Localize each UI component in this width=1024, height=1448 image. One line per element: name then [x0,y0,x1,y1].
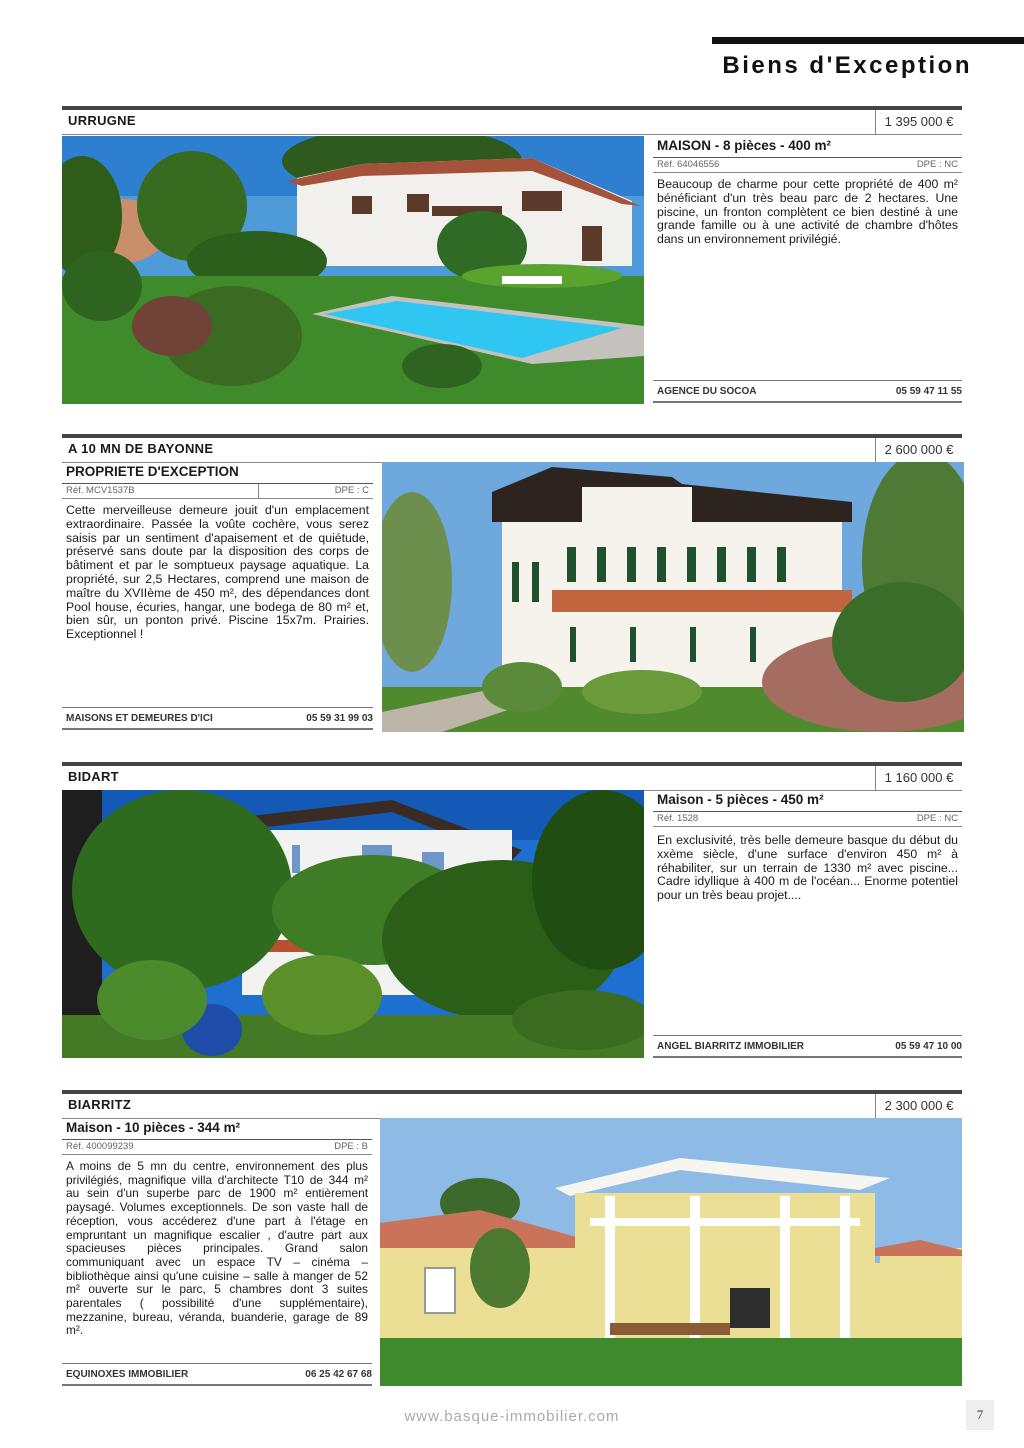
property-title: MAISON - 8 pièces - 400 m² [653,136,962,158]
reference: Réf. MCV1537B [66,485,135,496]
divider [258,484,259,498]
reference-row [62,1140,372,1155]
listing-info [62,462,373,732]
reference-row [62,484,373,499]
footer-url[interactable]: www.basque-immobilier.com [404,1408,620,1425]
agency-name: ANGEL BIARRITZ IMMOBILIER [657,1041,805,1052]
listing-location: BIDART [68,769,119,784]
listing-location: BIARRITZ [68,1097,132,1112]
reference: Réf. 400099239 [66,1141,134,1152]
dpe-rating: DPE : NC [916,813,958,824]
agency-row [653,380,962,403]
property-photo [380,1118,962,1386]
agency-phone: 05 59 31 99 03 [306,713,373,724]
listing-info [653,136,962,404]
agency-row [62,1363,372,1386]
reference: Réf. 64046556 [657,159,720,170]
listing-header [62,434,962,463]
listing-price: 1 395 000 € [875,110,962,134]
reference: Réf. 1528 [657,813,699,824]
listing-location: A 10 MN DE BAYONNE [68,441,214,456]
dpe-rating: DPE : C [334,485,369,496]
listing-header [62,106,962,135]
agency-phone: 05 59 47 10 00 [895,1041,962,1052]
listing-price: 2 300 000 € [875,1094,962,1118]
listing-biarritz [62,1090,962,1390]
property-title: Maison - 10 pièces - 344 m² [62,1118,372,1140]
property-photo [62,790,644,1058]
listing-price: 1 160 000 € [875,766,962,790]
listing-bayonne [62,434,962,734]
listing-urrugne [62,106,962,406]
listing-location: URRUGNE [68,113,136,128]
property-description: A moins de 5 mn du centre, environnement des plus privilégiés, magnifique villa d'architecte T10 de 344 m² au sein d'un superbe parc de 1900 m² entièrement paysagé. Volumes exceptionnels. De son vaste hall de réception, vous accéderez d'une part à l'étage en empruntant un magnifique escalier , d'autre part aux spacieuses pièces principales. Grand salon communiquant avec un espace TV – cinéma – bibliothèque ainsi qu'une cuisine – salle à manger de 52 m² ouverte sur le parc, 5 chambres dont 3 suites parentales ( possibilité d'une supplémentaire), mezzanine, bureau, véranda, buanderie, garage de 89 m². [66,1159,368,1338]
listing-info [653,790,962,1058]
listing-header [62,762,962,791]
reference-row [653,158,962,173]
listing-info [62,1118,372,1388]
agency-name: MAISONS ET DEMEURES D'ICI [66,713,213,724]
listing-price: 2 600 000 € [875,438,962,462]
listing-bidart [62,762,962,1062]
dpe-rating: DPE : B [334,1141,368,1152]
property-title: PROPRIETE D'EXCEPTION [62,462,373,484]
dpe-rating: DPE : NC [916,159,958,170]
agency-phone: 06 25 42 67 68 [305,1369,372,1380]
agency-phone: 05 59 47 11 55 [895,386,962,397]
listing-header [62,1090,962,1119]
page-number: 7 [966,1400,994,1430]
header-bar [712,37,1024,44]
reference-row [653,812,962,827]
agency-row [62,707,373,730]
agency-name: EQUINOXES IMMOBILIER [66,1369,189,1380]
property-title: Maison - 5 pièces - 450 m² [653,790,962,812]
agency-row [653,1035,962,1058]
property-description: Beaucoup de charme pour cette propriété de 400 m² bénéficiant d'un très beau parc de 2 hectares. Une piscine, un fronton complètent ce bien destiné à une grande famille ou à une activité de chambre d'hôtes dans un environnement privilégié. [657,177,958,247]
property-description: En exclusivité, très belle demeure basque du début du xxème siècle, d'une surface d'environ 450 m² à réhabiliter, sur un terrain de 1330 m² avec piscine... Cadre idyllique à 400 m de l'océan... Enorme potentiel pour un très beau projet.... [657,833,958,903]
agency-name: AGENCE DU SOCOA [657,386,757,397]
property-photo [62,136,644,404]
property-photo [382,462,964,732]
page-title: Biens d'Exception [722,52,972,79]
property-description: Cette merveilleuse demeure jouit d'un emplacement extraordinaire. Passée la voûte cochère, vous serez saisis par un sentiment d'apaisement et de quiétude, préservé sans doute par la disposition des corps de bâtiment et par le somptueux paysage aquatique. La propriété, sur 2,5 Hectares, comprend une maison de maître du XVIIème de 450 m², des dépendances dont Pool house, écuries, hangar, une bodega de 80 m² et, bien sûr, un ponton privé. Piscine 15x7m. Prairies. Exceptionnel ! [66,503,369,642]
